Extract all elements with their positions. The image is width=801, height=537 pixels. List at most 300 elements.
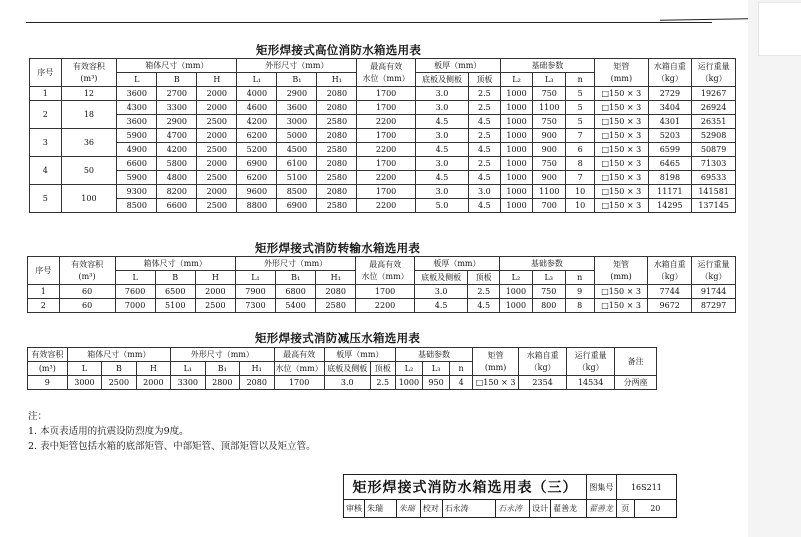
cell-L1: 7900	[235, 285, 275, 299]
cell-H1: 2580	[317, 115, 357, 129]
cell-pipe: □150 × 3	[595, 101, 648, 115]
cell-plate-top: 4.5	[469, 171, 501, 185]
col-volume-header: 有效容积 (m³)	[59, 257, 115, 285]
cell-pipe: □150 × 3	[595, 199, 648, 213]
cell-index: 2	[30, 101, 62, 129]
col-weight-header: 水箱自重 （kg）	[648, 257, 692, 285]
pressure-tank-table	[27, 347, 657, 390]
cell-weight: 11171	[648, 185, 692, 199]
cell-L: 4300	[117, 101, 157, 115]
cell-H: 2000	[197, 101, 237, 115]
col-pipe-header: 矩管 (mm)	[595, 59, 648, 87]
cell-weight: 8198	[648, 171, 692, 185]
sub-L: L	[115, 271, 155, 285]
cell-B1: 3000	[277, 115, 317, 129]
col-volume-header: 有效容积 (m³)	[61, 59, 117, 87]
cell-L3: 750	[533, 115, 566, 129]
cell-plate-side: 4.5	[415, 143, 468, 157]
cell-H1: 2080	[317, 87, 357, 101]
cell-plate-top: 4.5	[469, 143, 501, 157]
col-plate-header: 板厚（mm）	[415, 59, 500, 73]
cell-L1: 4200	[237, 115, 277, 129]
cell-B: 5100	[155, 299, 195, 313]
cell-H1: 2080	[317, 101, 357, 115]
sub-L2: L₂	[395, 362, 422, 376]
cell-pipe: □150 × 3	[594, 285, 648, 299]
sub-B1: B₁	[205, 362, 239, 376]
cell-L1: 7300	[235, 299, 275, 313]
cell-run-weight: 26924	[692, 101, 736, 115]
cell-run-weight: 52908	[692, 129, 736, 143]
cell-plate-top: 3.0	[469, 185, 501, 199]
cell-H: 2500	[197, 115, 237, 129]
cell-water-level: 1700	[357, 87, 415, 101]
cell-water-level: 1700	[274, 376, 324, 390]
cell-L1: 9600	[237, 185, 277, 199]
sub-side: 底板及侧板	[324, 362, 370, 376]
cell-n: 5	[566, 87, 595, 101]
cell-B1: 2800	[205, 376, 239, 390]
sub-H1: H₁	[240, 362, 274, 376]
cell-H: 2000	[197, 157, 237, 171]
sub-B: B	[155, 271, 195, 285]
cell-L1: 6200	[237, 171, 277, 185]
cell-plate-side: 4.5	[415, 171, 468, 185]
title-block	[343, 474, 677, 518]
col-body-header: 箱体尺寸（mm）	[67, 348, 170, 362]
sub-H: H	[195, 271, 235, 285]
cell-volume: 12	[61, 87, 117, 101]
cell-L2: 1000	[500, 199, 533, 213]
atlas-number: 16S211	[616, 475, 676, 500]
cell-L2: 1000	[500, 157, 533, 171]
cell-L1: 5200	[237, 143, 277, 157]
cell-L3: 900	[533, 143, 566, 157]
cell-run-weight: 91744	[692, 285, 736, 299]
cell-H: 2500	[197, 171, 237, 185]
cell-L: 3000	[67, 376, 101, 390]
cell-L: 7600	[115, 285, 155, 299]
cell-water-level: 2200	[357, 143, 415, 157]
cell-L3: 1100	[533, 101, 566, 115]
cell-B1: 6100	[277, 157, 317, 171]
cell-index: 3	[30, 129, 62, 157]
cell-plate-top: 4.5	[469, 199, 501, 213]
sub-n: n	[565, 271, 594, 285]
cell-run-weight: 137145	[692, 199, 736, 213]
cell-n: 6	[566, 143, 595, 157]
col-index-header: 序号	[28, 257, 60, 285]
cell-n: 9	[565, 285, 594, 299]
sub-B: B	[102, 362, 136, 376]
top-border	[26, 22, 712, 23]
cell-run-weight: 69533	[692, 171, 736, 185]
side-panel-card	[758, 2, 801, 56]
cell-L1: 3300	[171, 376, 205, 390]
check-name: 石永涛	[442, 500, 496, 518]
cell-H1: 2580	[317, 143, 357, 157]
cell-run-weight: 14534	[567, 376, 615, 390]
col-outer-header: 外形尺寸（mm）	[235, 257, 355, 271]
cell-B1: 4500	[277, 143, 317, 157]
cell-n: 5	[566, 101, 595, 115]
cell-n: 7	[566, 171, 595, 185]
table-row	[30, 143, 736, 157]
col-run-header: 运行重量 （kg）	[692, 59, 736, 87]
col-water-unit: 水位（mm）	[274, 362, 324, 376]
table-row	[30, 185, 736, 199]
cell-H1: 2080	[316, 285, 356, 299]
cell-L2: 1000	[499, 285, 532, 299]
cell-L2: 1000	[500, 143, 533, 157]
sub-L2: L₂	[500, 73, 533, 87]
sub-H1: H₁	[316, 271, 356, 285]
cell-pipe: □150 × 3	[595, 171, 648, 185]
cell-n: 7	[566, 129, 595, 143]
table1-title: 矩形焊接式高位消防水箱选用表	[256, 43, 422, 57]
notes-head: 注：	[28, 411, 48, 422]
sub-n: n	[566, 73, 595, 87]
cell-pipe: □150 × 3	[595, 87, 648, 101]
cell-plate-top: 2.5	[469, 101, 501, 115]
sub-side: 底板及侧板	[414, 271, 468, 285]
cell-B: 4700	[157, 129, 197, 143]
page-label: 页	[616, 500, 634, 518]
high-tank-table	[29, 58, 736, 213]
cell-B: 2900	[157, 115, 197, 129]
cell-weight: 6465	[648, 157, 692, 171]
cell-L: 8500	[117, 199, 157, 213]
cell-weight: 14295	[648, 199, 692, 213]
cell-L3: 750	[533, 157, 566, 171]
cell-H: 2000	[195, 285, 235, 299]
cell-weight: 3404	[648, 101, 692, 115]
col-note-header: 备注	[615, 348, 657, 376]
cell-water-level: 1700	[357, 129, 415, 143]
note-2: 2. 表中矩管包括水箱的底部矩管、中部矩管、顶部矩管以及矩立管。	[28, 441, 316, 452]
cell-L3: 1100	[533, 185, 566, 199]
cell-water-level: 1700	[356, 285, 415, 299]
cell-B1: 5000	[277, 129, 317, 143]
col-volume-header: 有效容积	[28, 348, 68, 362]
cell-volume: 18	[61, 101, 117, 129]
cell-B1: 5400	[276, 299, 316, 313]
col-run-header: 运行重量 （kg）	[567, 348, 615, 376]
col-index-header: 序号	[30, 59, 62, 87]
cell-weight: 9672	[648, 299, 692, 313]
cell-L3: 800	[532, 299, 565, 313]
table-row	[30, 115, 736, 129]
cell-plate-side: 3.0	[415, 129, 468, 143]
cell-L2: 1000	[500, 171, 533, 185]
review-label: 审核	[344, 500, 365, 518]
cell-L: 5900	[117, 171, 157, 185]
cell-H1: 2580	[316, 299, 356, 313]
cell-plate-side: 3.0	[324, 376, 370, 390]
sub-n: n	[450, 362, 473, 376]
sub-L: L	[67, 362, 101, 376]
cell-H: 2000	[197, 87, 237, 101]
cell-B1: 6800	[276, 285, 316, 299]
page-number: 20	[634, 500, 676, 518]
cell-pipe: □150 × 3	[595, 157, 648, 171]
cell-volume: 100	[61, 185, 117, 213]
sub-L: L	[117, 73, 157, 87]
cell-L2: 1000	[500, 101, 533, 115]
table-row	[30, 101, 736, 115]
cell-pipe: □150 × 3	[473, 376, 519, 390]
sub-L1: L₁	[237, 73, 277, 87]
cell-water-level: 2200	[356, 299, 415, 313]
table-row	[28, 285, 736, 299]
cell-plate-top: 4.5	[468, 299, 500, 313]
cell-water-level: 2200	[357, 199, 415, 213]
col-weight-header: 水箱自重 （kg）	[648, 59, 692, 87]
review-name: 朱瑞	[365, 500, 397, 518]
col-pipe-header: 矩管 (mm)	[594, 257, 648, 285]
table-row	[30, 171, 736, 185]
cell-L1: 4000	[237, 87, 277, 101]
cell-L2: 1000	[500, 185, 533, 199]
cell-n: 10	[566, 199, 595, 213]
col-weight-header: 水箱自重 （kg）	[519, 348, 567, 376]
cell-H: 2000	[136, 376, 170, 390]
cell-n: 4	[450, 376, 473, 390]
cell-volume: 9	[28, 376, 68, 390]
cell-B1: 6900	[277, 199, 317, 213]
col-pipe-header: 矩管 (mm)	[473, 348, 519, 376]
cell-plate-top: 4.5	[469, 115, 501, 129]
cell-L2: 1000	[500, 115, 533, 129]
atlas-label: 图集号	[586, 475, 616, 500]
col-run-header: 运行重量 （kg）	[692, 257, 736, 285]
design-name: 翟善龙	[551, 500, 587, 518]
col-water-header: 最高有效 水位（mm）	[357, 59, 415, 87]
cell-L2: 1000	[500, 129, 533, 143]
cell-run-weight: 26351	[692, 115, 736, 129]
cell-n: 8	[565, 299, 594, 313]
cell-weight: 2729	[648, 87, 692, 101]
cell-weight: 4301	[648, 115, 692, 129]
cell-L1: 8800	[237, 199, 277, 213]
cell-L: 7000	[115, 299, 155, 313]
table-row	[28, 376, 657, 390]
col-plate-header: 板厚（mm）	[324, 348, 395, 362]
col-outer-header: 外形尺寸（mm）	[171, 348, 274, 362]
cell-B1: 3600	[277, 101, 317, 115]
cell-plate-top: 2.5	[370, 376, 395, 390]
cell-B1: 8500	[277, 185, 317, 199]
cell-plate-top: 2.5	[468, 285, 500, 299]
cell-water-level: 2200	[357, 171, 415, 185]
cell-water-level: 1700	[357, 157, 415, 171]
col-base-header: 基础参数	[499, 257, 594, 271]
cell-water-level: 1700	[357, 101, 415, 115]
cell-B1: 2900	[277, 87, 317, 101]
cell-B: 5800	[157, 157, 197, 171]
cell-L1: 6900	[237, 157, 277, 171]
sub-H: H	[136, 362, 170, 376]
cell-B1: 5100	[277, 171, 317, 185]
cell-plate-top: 2.5	[469, 129, 501, 143]
cell-pipe: □150 × 3	[594, 299, 648, 313]
table2-title: 矩形焊接式消防转输水箱选用表	[255, 241, 421, 255]
cell-B: 4200	[157, 143, 197, 157]
cell-run-weight: 50879	[692, 143, 736, 157]
table3-title: 矩形焊接式消防减压水箱选用表	[255, 331, 421, 345]
cell-plate-side: 4.5	[415, 115, 468, 129]
cell-n: 8	[566, 157, 595, 171]
top-border-right	[660, 18, 748, 21]
sub-top: 顶板	[370, 362, 395, 376]
cell-B: 2700	[157, 87, 197, 101]
cell-plate-side: 5.0	[415, 199, 468, 213]
col-volume-unit: (m³)	[28, 362, 68, 376]
cell-index: 5	[30, 185, 62, 213]
cell-L: 5900	[117, 129, 157, 143]
sub-L1: L₁	[235, 271, 275, 285]
cell-pipe: □150 × 3	[595, 185, 648, 199]
cell-pipe: □150 × 3	[595, 143, 648, 157]
col-outer-header: 外形尺寸（mm）	[237, 59, 357, 73]
sub-top: 顶板	[468, 271, 500, 285]
transfer-tank-table	[27, 256, 736, 313]
sub-L3: L₃	[532, 271, 565, 285]
cell-L3: 900	[533, 171, 566, 185]
cell-water-level: 2200	[357, 115, 415, 129]
cell-H1: 2580	[317, 199, 357, 213]
review-signature: 朱瑞	[396, 500, 420, 518]
side-panel	[748, 0, 801, 537]
table-row	[30, 129, 736, 143]
cell-L: 3600	[117, 115, 157, 129]
cell-volume: 60	[59, 285, 115, 299]
cell-L2: 1000	[499, 299, 532, 313]
check-label: 校对	[420, 500, 442, 518]
cell-B: 3300	[157, 101, 197, 115]
cell-H: 2500	[197, 143, 237, 157]
design-label: 设计	[530, 500, 551, 518]
cell-n: 5	[566, 115, 595, 129]
cell-L2: 1000	[500, 87, 533, 101]
sub-H: H	[197, 73, 237, 87]
cell-plate-side: 3.0	[415, 185, 468, 199]
cell-B: 2500	[102, 376, 136, 390]
design-signature: 翟善龙	[586, 500, 616, 518]
cell-run-weight: 19267	[692, 87, 736, 101]
cell-L: 3600	[117, 87, 157, 101]
cell-H1: 2080	[317, 185, 357, 199]
cell-pipe: □150 × 3	[595, 115, 648, 129]
cell-H1: 2080	[317, 129, 357, 143]
cell-pipe: □150 × 3	[595, 129, 648, 143]
cell-index: 2	[28, 299, 60, 313]
table-row	[30, 157, 736, 171]
cell-L3: 900	[533, 129, 566, 143]
cell-index: 1	[30, 87, 62, 101]
col-body-header: 箱体尺寸（mm）	[115, 257, 235, 271]
sub-L2: L₂	[499, 271, 532, 285]
cell-B: 6500	[155, 285, 195, 299]
cell-L: 9300	[117, 185, 157, 199]
cell-run-weight: 87297	[692, 299, 736, 313]
table-row	[30, 199, 736, 213]
col-base-header: 基础参数	[500, 59, 595, 73]
cell-L3: 750	[533, 87, 566, 101]
sub-L1: L₁	[171, 362, 205, 376]
sub-B1: B₁	[277, 73, 317, 87]
cell-L3: 950	[422, 376, 449, 390]
cell-L1: 6200	[237, 129, 277, 143]
cell-plate-top: 2.5	[469, 157, 501, 171]
cell-weight: 5203	[648, 129, 692, 143]
cell-plate-side: 3.0	[415, 87, 468, 101]
sub-L3: L₃	[422, 362, 449, 376]
cell-L: 6600	[117, 157, 157, 171]
cell-H1: 2580	[317, 171, 357, 185]
cell-L1: 4600	[237, 101, 277, 115]
cell-L3: 700	[533, 199, 566, 213]
table-row	[30, 87, 736, 101]
cell-volume: 60	[59, 299, 115, 313]
cell-index: 1	[28, 285, 60, 299]
cell-weight: 6599	[648, 143, 692, 157]
cell-H1: 2080	[240, 376, 274, 390]
cell-plate-side: 3.0	[415, 157, 468, 171]
col-body-header: 箱体尺寸（mm）	[117, 59, 237, 73]
sub-H1: H₁	[317, 73, 357, 87]
cell-B: 6600	[157, 199, 197, 213]
sub-B: B	[157, 73, 197, 87]
sub-top: 顶板	[469, 73, 501, 87]
cell-B: 8200	[157, 185, 197, 199]
cell-H1: 2080	[317, 157, 357, 171]
cell-volume: 50	[61, 157, 117, 185]
cell-index: 4	[30, 157, 62, 185]
cell-volume: 36	[61, 129, 117, 157]
cell-run-weight: 141581	[692, 185, 736, 199]
cell-n: 10	[566, 185, 595, 199]
sub-side: 底板及侧板	[415, 73, 468, 87]
cell-L3: 750	[532, 285, 565, 299]
cell-H: 2000	[197, 129, 237, 143]
cell-plate-top: 2.5	[469, 87, 501, 101]
cell-plate-side: 4.5	[414, 299, 468, 313]
note-1: 1. 本页表适用的抗震设防烈度为9度。	[28, 426, 189, 437]
col-plate-header: 板厚（mm）	[414, 257, 499, 271]
sheet-title: 矩形焊接式消防水箱选用表（三）	[344, 475, 587, 500]
cell-L: 4900	[117, 143, 157, 157]
col-base-header: 基础参数	[395, 348, 472, 362]
cell-run-weight: 71303	[692, 157, 736, 171]
col-water-header: 最高有效 水位（mm）	[356, 257, 415, 285]
table-row	[28, 299, 736, 313]
cell-plate-side: 3.0	[415, 101, 468, 115]
cell-weight: 7744	[648, 285, 692, 299]
cell-L2: 1000	[395, 376, 422, 390]
sub-L3: L₃	[533, 73, 566, 87]
cell-B: 4800	[157, 171, 197, 185]
cell-water-level: 1700	[357, 185, 415, 199]
cell-H: 2500	[197, 199, 237, 213]
cell-H: 2000	[197, 185, 237, 199]
cell-plate-side: 3.0	[414, 285, 468, 299]
cell-weight: 2354	[519, 376, 567, 390]
cell-H: 2500	[195, 299, 235, 313]
cell-note: 分两座	[615, 376, 657, 390]
sub-B1: B₁	[276, 271, 316, 285]
check-signature: 石永涛	[496, 500, 530, 518]
